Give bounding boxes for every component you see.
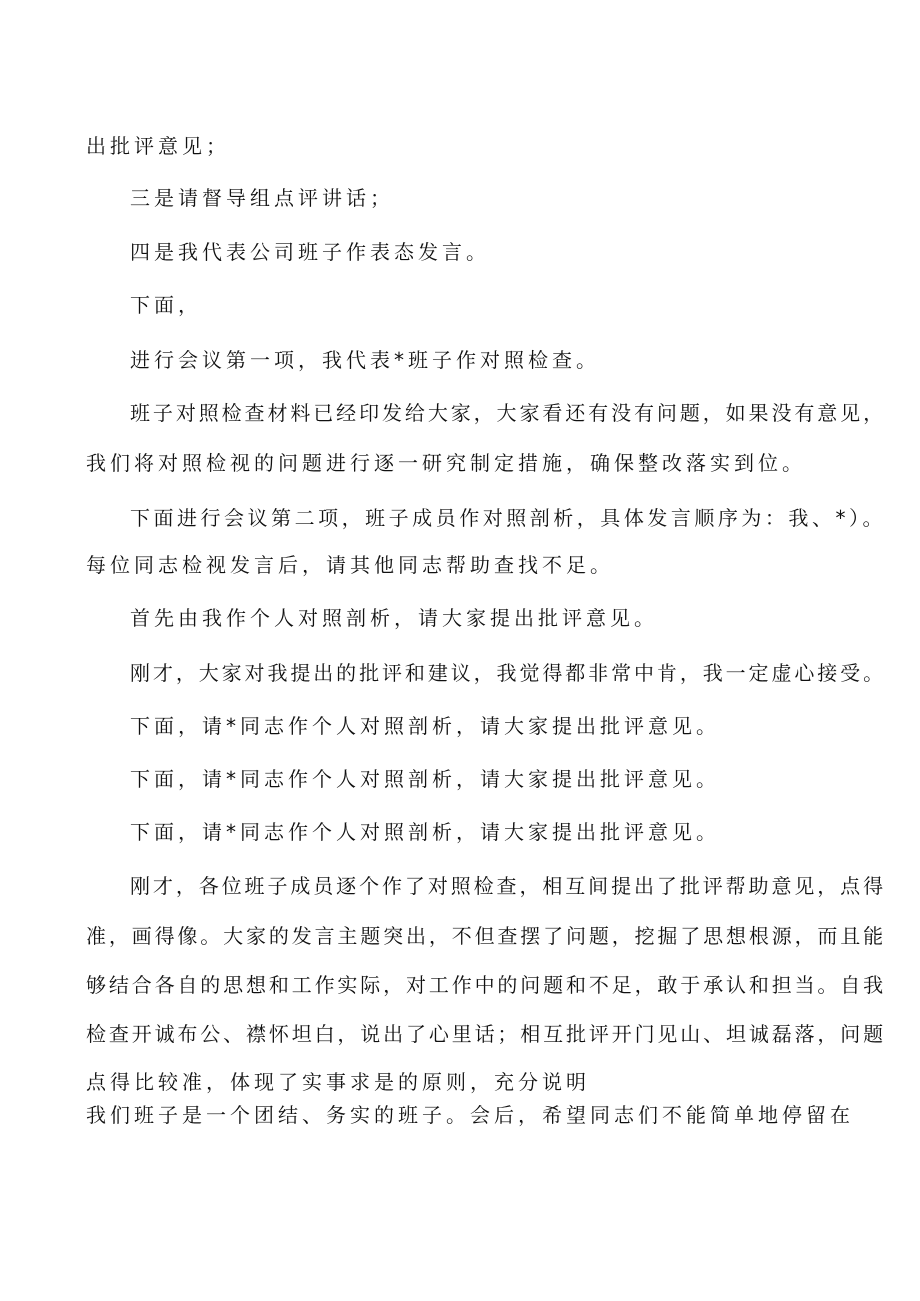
text-line: 点得比较准，体现了实事求是的原则，充分说明 — [86, 1070, 590, 1094]
text-line: 下面，请*同志作个人对照剖析，请大家提出批评意见。 — [130, 714, 720, 738]
text-line: 下面， — [130, 293, 202, 317]
text-line: 每位同志检视发言后，请其他同志帮助查找不足。 — [86, 553, 614, 577]
text-line: 刚才，各位班子成员逐个作了对照检查，相互间提出了批评帮助意见，点得 — [130, 874, 886, 898]
text-line: 下面进行会议第二项，班子成员作对照剖析，具体发言顺序为：我、*）。 — [130, 506, 886, 530]
text-line: 准，画得像。大家的发言主题突出，不但查摆了问题，挖掘了思想根源，而且能 — [86, 924, 886, 948]
text-line: 出批评意见； — [86, 134, 230, 158]
text-line: 检查开诚布公、襟怀坦白，说出了心里话；相互批评开门见山、坦诚磊落，问题 — [86, 1022, 886, 1046]
text-line: 下面，请*同志作个人对照剖析，请大家提出批评意见。 — [130, 820, 720, 844]
text-line: 我们班子是一个团结、务实的班子。会后，希望同志们不能简单地停留在 — [86, 1103, 854, 1127]
text-line: 够结合各自的思想和工作实际，对工作中的问题和不足，敢于承认和担当。自我 — [86, 973, 886, 997]
text-line: 下面，请*同志作个人对照剖析，请大家提出批评意见。 — [130, 767, 720, 791]
text-line: 班子对照检查材料已经印发给大家，大家看还有没有问题，如果没有意见， — [130, 401, 886, 425]
text-line: 首先由我作个人对照剖析，请大家提出批评意见。 — [130, 606, 658, 630]
text-line: 四是我代表公司班子作表态发言。 — [130, 240, 490, 264]
text-line: 我们将对照检视的问题进行逐一研究制定措施，确保整改落实到位。 — [86, 451, 806, 475]
text-line: 刚才，大家对我提出的批评和建议，我觉得都非常中肯，我一定虚心接受。 — [130, 661, 886, 685]
text-line: 三是请督导组点评讲话； — [130, 186, 394, 210]
text-line: 进行会议第一项，我代表*班子作对照检查。 — [130, 348, 600, 372]
